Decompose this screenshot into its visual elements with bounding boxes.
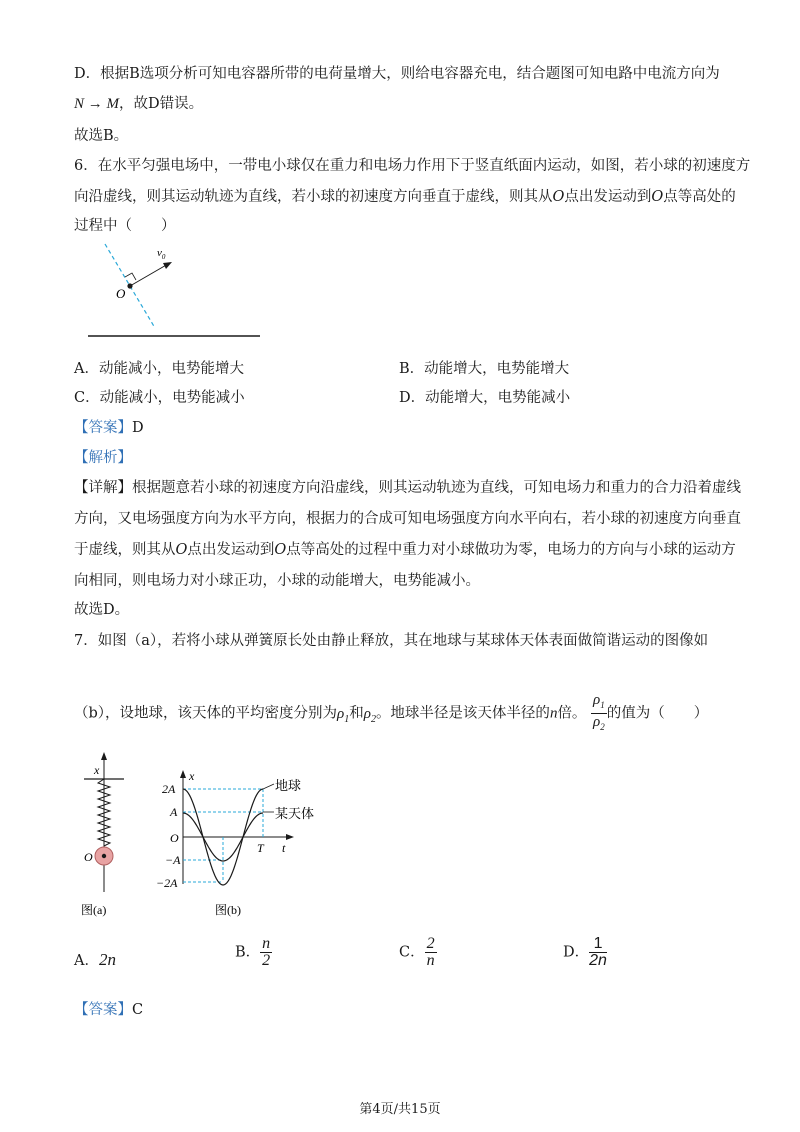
- q5-current-direction: N → M: [74, 96, 119, 112]
- q6-detail-line1: 【详解】根据题意若小球的初速度方向沿虚线，则其运动轨迹为直线，可知电场力和重力的合力沿着虚线: [74, 480, 741, 496]
- q6-detail-line3: 于虚线，则其从O点出发运动到O点等高处的过程中重力对小球做功为零，电场力的方向与小球的运动方: [74, 542, 736, 558]
- svg-text:x: x: [189, 769, 195, 783]
- q7-option-c[interactable]: C． $\frac{2}{n}$: [399, 935, 435, 969]
- q6-stem-line2: 向沿虚线，则其运动轨迹为直线，若小球的初速度方向垂直于虚线，则其从O点出发运动到O点等高处的: [74, 189, 736, 205]
- q7-answer: 【答案】C: [74, 1002, 144, 1018]
- legend-other-body: 某天体: [275, 806, 315, 821]
- svg-text:O: O: [84, 850, 93, 864]
- q5-conclusion: 故选B。: [74, 128, 129, 144]
- svg-text:图(b): 图(b): [215, 903, 241, 917]
- q5-option-d-line1: D．根据B选项分析可知电容器所带的电荷量增大，则给电容器充电，结合题图可知电路中电流方向为: [74, 66, 720, 82]
- svg-text:x: x: [94, 763, 100, 777]
- q5-option-d-tail: ，故D错误。: [119, 96, 204, 112]
- q6-answer: 【答案】D: [74, 420, 144, 436]
- q6-velocity-arrow: [130, 264, 168, 286]
- page-footer: 第4页/共15页: [359, 1102, 441, 1117]
- q6-label-v: $v_0$: [157, 247, 166, 261]
- svg-text:−2A: −2A: [156, 876, 178, 890]
- q6-stem-line1: 6．在水平匀强电场中，一带电小球仅在重力和电场力作用下于竖直纸面内运动，如图，若小球的初速度方: [74, 158, 751, 174]
- svg-text:A: A: [170, 805, 178, 819]
- q6-option-d[interactable]: D．动能增大，电势能减小: [399, 390, 571, 406]
- q7-stem-line1: 7．如图（a），若将小球从弹簧原长处由静止释放，其在地球与某球体天体表面做简谐运动的图像如: [74, 633, 709, 649]
- q6-analysis-tag: 【解析】: [74, 450, 132, 466]
- q6-figure: [80, 238, 270, 342]
- q6-stem-line3: 过程中（ ）: [74, 218, 176, 234]
- q7-figure-b: [150, 768, 320, 920]
- rho-ratio: $\frac{\rho_1}{\rho_2}$: [593, 692, 605, 732]
- q7-figure-a: [78, 752, 128, 922]
- svg-text:图(a): 图(a): [81, 903, 107, 917]
- svg-text:2A: 2A: [162, 782, 176, 796]
- q6-detail-line4: 向相同，则电场力对小球正功，小球的动能增大，电势能减小。: [74, 573, 480, 589]
- answer-tag: 【答案】: [74, 420, 132, 436]
- q6-detail-line2: 方向，又电场强度方向为水平方向，根据力的合成可知电场强度方向水平向右，若小球的初速度方向垂直: [74, 511, 741, 527]
- q6-conclusion: 故选D。: [74, 602, 130, 618]
- svg-text:T: T: [257, 841, 264, 855]
- q7-option-a[interactable]: A．2n: [74, 950, 116, 969]
- q7-option-b[interactable]: B． $\frac{n}{2}$: [235, 935, 271, 969]
- q6-label-o: O: [116, 286, 126, 301]
- svg-text:t: t: [282, 841, 286, 855]
- q7-option-d[interactable]: D． $\frac{1}{2n}$: [563, 935, 607, 969]
- rho2: $\rho_2$: [363, 705, 376, 725]
- q6-option-c[interactable]: C．动能减小，电势能减小: [74, 390, 245, 406]
- svg-text:O: O: [170, 831, 179, 845]
- q7-stem-line2: （b），设地球，该天体的平均密度分别为$\rho_1$和$\rho_2$。地球半径是该天体半径的n倍。 $\frac{\rho_1}{\rho_2}$ 的值为（ ）: [74, 692, 708, 739]
- q6-option-a[interactable]: A．动能减小，电势能增大: [74, 361, 244, 377]
- q5-option-d-line2: [74, 94, 203, 114]
- q6-right-angle-mark: [125, 273, 136, 280]
- rho1: $\rho_1$: [337, 705, 350, 725]
- legend-earth: 地球: [275, 778, 302, 793]
- q6-option-b[interactable]: B．动能增大，电势能增大: [399, 361, 570, 377]
- svg-text:−A: −A: [165, 853, 181, 867]
